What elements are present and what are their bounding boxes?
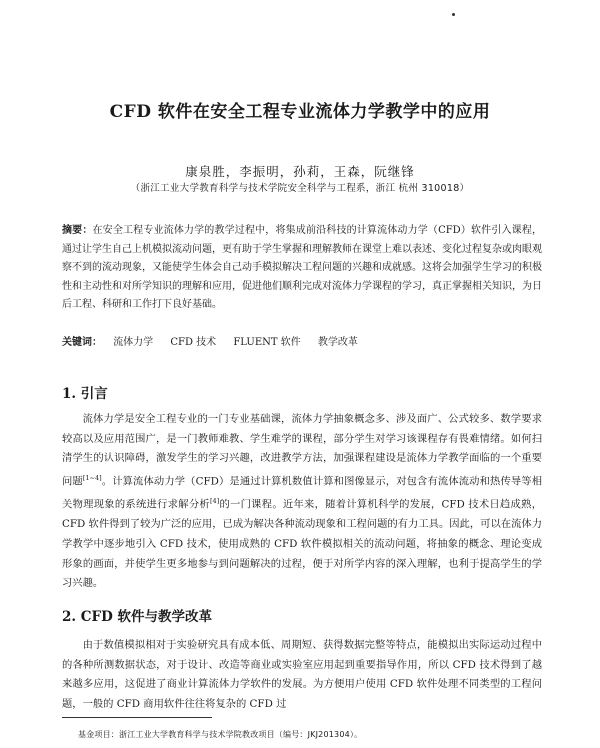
keyword-item: 流体力学: [113, 337, 154, 348]
cfd-paragraph: 由于数值模拟相对于实验研究具有成本低、周期短、获得数据完整等特点，能模拟出实际运动过程中的各种所测数据状态，对于设计、改造等商业或实验室应用起到重要指导作用，所以 CFD 技术得到了越来越多应用，这促进了商业计算流体力学软件的发展。为方便用户使用 CFD 软件处理不同类型的工程问题，一般的 CFD 商用软件往往将复杂的 CFD 过: [62, 639, 542, 710]
keyword-item: 教学改革: [317, 337, 358, 348]
keywords-label: 关键词：: [62, 337, 102, 348]
intro-text-3: 的一门课程。近年来，随着计算机科学的发展，CFD 技术日趋成熟，CFD 软件得到了较为广泛的应用，已成为解决各种流动现象和工程问题的有力工具。因此，可以在流体力学教学中逐步地引入 CFD 技术，使用成熟的 CFD 软件模拟相关的流动问题，将抽象的概念、理论变成形象的画面，并使学生更多地参与到问题解决的过程，便于对所学内容的深入理解，也利于提高学生的学习兴趣。: [62, 498, 542, 590]
paper-title: CFD 软件在安全工程专业流体力学教学中的应用: [109, 102, 491, 122]
intro-text-2: 。计算流体动力学（CFD）是通过计算机数值计算和图像显示，对包含有流体流动和热传导等相关物理现象的系统进行求解分析: [62, 475, 543, 511]
author-list: 康泉胜，李振明，孙莉，王森，阮继锋: [185, 164, 415, 179]
section-heading-intro: 1. 引言: [62, 386, 108, 402]
abstract-text: 在安全工程专业流体力学的教学过程中，将集成前沿科技的计算流体动力学（CFD）软件引入课程，通过让学生自己上机模拟流动问题，更有助于学生掌握和理解教师在课堂上难以表述、变化过程复杂或肉眼观察不到的流动现象，又能使学生体会自己动手模拟解决工程问题的兴趣和成就感。这将会加强学生学习的积极性和主动性和对所学知识的理解和应用，促进他们顺利完成对流体力学课程的学习，真正掌握相关知识，为日后工程、科研和工作打下良好基础。: [62, 225, 543, 311]
abstract: [62, 222, 542, 315]
footnote-divider: [62, 717, 212, 718]
citation: [1~4]: [82, 474, 102, 483]
section-heading-cfd: 2. CFD 软件与教学改革: [62, 609, 213, 625]
intro-text-1: 流体力学是安全工程专业的一门专业基础课，流体力学抽象概念多、涉及面广、公式较多、数学要求较高以及应用范围广，是一门教师难教、学生难学的课程，部分学生对学习该课程存有畏难情绪。如何扫清学生的认识障碍，激发学生的学习兴趣，改进教学方法，加强课程建设是流体力学教学面临的一个重要问题: [62, 413, 542, 488]
intro-paragraph: [62, 410, 542, 594]
footnote: 基金项目：浙江工业大学教育科学与技术学院教改项目（编号：JKJ201304）。: [78, 730, 363, 739]
keywords: [62, 333, 542, 348]
affiliation: （浙江工业大学教育科学与技术学院安全科学与工程系，浙江 杭州 310018）: [130, 183, 470, 194]
keyword-item: CFD 技术: [170, 337, 217, 348]
citation: [4]: [209, 497, 220, 506]
abstract-label: 摘要：: [62, 225, 93, 236]
keyword-item: FLUENT 软件: [233, 337, 301, 348]
scan-speck: [452, 13, 455, 16]
